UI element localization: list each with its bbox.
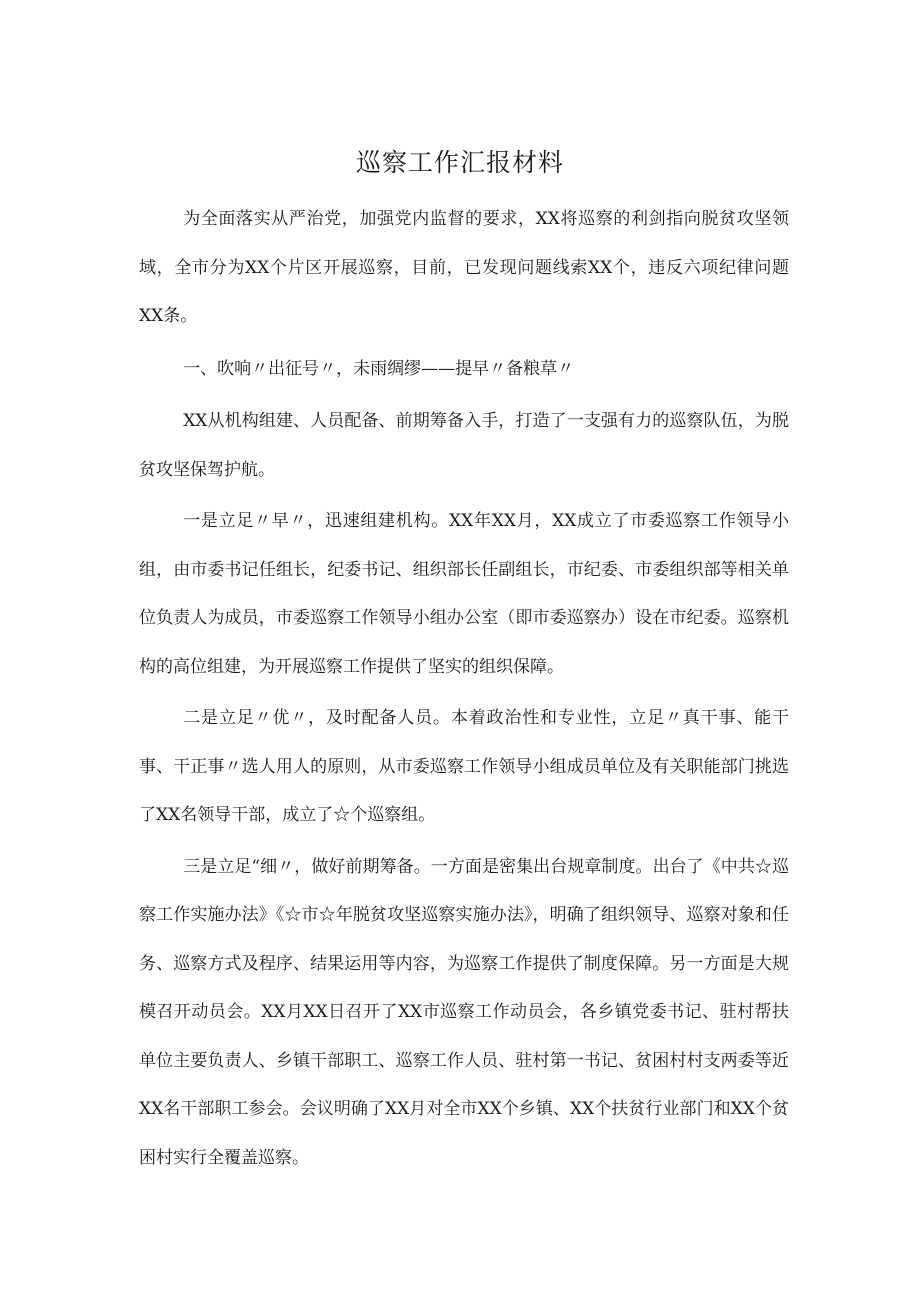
paragraph-point-3: 三是立足“细〃，做好前期筹备。一方面是密集出台规章制度。出台了《中共☆巡察工作实施办法》《☆市☆年脱贫攻坚巡察实施办法》，明确了组织领导、巡察对象和任务、巡察方式及程序、结果运用等内容，为巡察工作提供了制度保障。另一方面是大规模召开动员会。XX月XX日召开了XX市巡察工作动员会，各乡镇党委书记、驻村帮扶单位主要负责人、乡镇干部职工、巡察工作人员、驻村第一书记、贫困村村支两委等近XX名干部职工参会。会议明确了XX月对全市XX个乡镇、XX个扶贫行业部门和XX个贫困村实行全覆盖巡察。 [139, 856, 789, 1168]
section-heading-1: 一、吹响〃出征号〃，未雨绸缪——提早〃备粮草〃 [183, 358, 575, 379]
document-title: 巡察工作汇报材料 [355, 148, 564, 177]
paragraph-overview: XX从机构组建、人员配备、前期筹备入手，打造了一支强有力的巡察队伍，为脱贫攻坚保驾护航。 [139, 411, 789, 480]
document-body [139, 195, 789, 1182]
paragraph-point-2: 二是立足〃优〃，及时配备人员。本着政治性和专业性，立足〃真干事、能干事、干正事〃选人用人的原则，从市委巡察工作领导小组成员单位及有关职能部门挑选了XX名领导干部，成立了☆个巡察组。 [139, 708, 789, 825]
paragraph-point-1: 一是立足〃早〃，迅速组建机构。XX年XX月，XX成立了市委巡察工作领导小组，由市委书记任组长，纪委书记、组织部长任副组长，市纪委、市委组织部等相关单位负责人为成员，市委巡察工作领导小组办公室（即市委巡察办）设在市纪委。巡察机构的高位组建，为开展巡察工作提供了坚实的组织保障。 [139, 511, 789, 677]
paragraph-intro: 为全面落实从严治党，加强党内监督的要求，XX将巡察的利剑指向脱贫攻坚领域，全市分为XX个片区开展巡察，目前，已发现问题线索XX个，违反六项纪律问题XX条。 [139, 209, 789, 326]
